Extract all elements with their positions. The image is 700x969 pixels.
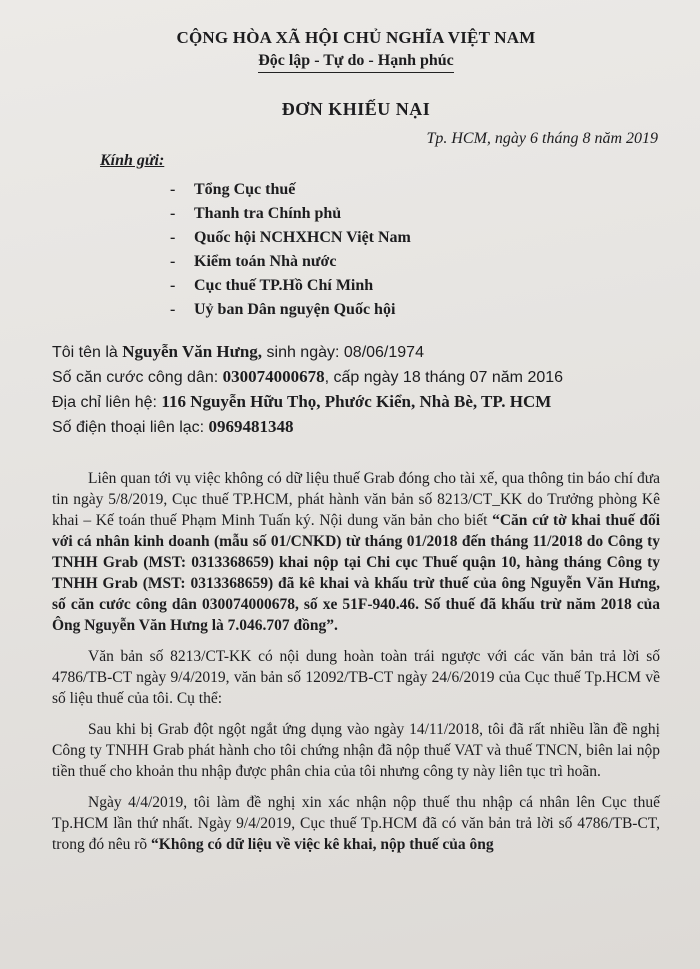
recipient-item: - Kiểm toán Nhà nước (170, 253, 337, 270)
letter-body (52, 468, 660, 855)
place-date: Tp. HCM, ngày 6 tháng 8 năm 2019 (426, 130, 658, 147)
full-name: Nguyễn Văn Hưng, (122, 342, 263, 361)
national-header (52, 28, 660, 73)
id-line: Số căn cước công dân: 030074000678, cấp ngày 18 tháng 07 năm 2016 (52, 367, 564, 386)
salutation: Kính gửi: (100, 152, 165, 169)
quoted-statement: “Căn cứ tờ khai thuế đối với cá nhân kinh doanh (mẫu số 01/CNKD) từ tháng 01/2018 đến tháng 11/2018 do Công ty TNHH Grab (MST: 0313368659) khai nộp tại Chi cục Thuế quận 10, hàng tháng Công ty TNHH Grab (MST: 0313368659) đã kê khai và khấu trừ thuế của ông Nguyễn Văn Hưng, số căn cước công dân 030074000678, số xe 51F-940.46. Số thuế đã khấu trừ năm 2018 của Ông Nguyễn Văn Hưng là 7.046.707 đồng”. (52, 512, 660, 634)
name-line: Tôi tên là Nguyễn Văn Hưng, sinh ngày: 08/06/1974 (52, 342, 424, 361)
address-line: Địa chỉ liên hệ: 116 Nguyễn Hữu Thọ, Phước Kiển, Nhà Bè, TP. HCM (52, 392, 552, 411)
recipient-item: - Tổng Cục thuế (170, 181, 296, 198)
national-motto: Độc lập - Tự do - Hạnh phúc (258, 52, 454, 73)
recipient-item: - Cục thuế TP.Hồ Chí Minh (170, 277, 374, 294)
recipient-list (170, 178, 660, 322)
paragraph-1: Liên quan tới vụ việc không có dữ liệu thuế Grab đóng cho tài xế, qua thông tin báo chí đưa tin ngày 5/8/2019, Cục thuế TP.HCM, phát hành văn bản số 8213/CT_KK do Trưởng phòng Kê khai – Kế toán thuế Phạm Minh Tuấn ký. Nội dung văn bản cho biết “Căn cứ tờ khai thuế đối với cá nhân kinh doanh (mẫu số 01/CNKD) từ tháng 01/2018 đến tháng 11/2018 do Công ty TNHH Grab (MST: 0313368659) khai nộp tại Chi cục Thuế quận 10, hàng tháng Công ty TNHH Grab (MST: 0313368659) đã kê khai và khấu trừ thuế của ông Nguyễn Văn Hưng, số căn cước công dân 030074000678, số xe 51F-940.46. Số thuế đã khấu trừ năm 2018 của Ông Nguyễn Văn Hưng là 7.046.707 đồng”. (52, 470, 660, 634)
recipient-item: - Thanh tra Chính phủ (170, 205, 342, 222)
address: 116 Nguyễn Hữu Thọ, Phước Kiển, Nhà Bè, TP. HCM (161, 392, 552, 411)
personal-info (52, 340, 660, 440)
phone-number: 0969481348 (208, 417, 294, 436)
recipient-item: - Uỷ ban Dân nguyện Quốc hội (170, 301, 396, 318)
id-number: 030074000678 (222, 367, 325, 386)
phone-line: Số điện thoại liên lạc: 0969481348 (52, 417, 294, 436)
recipient-item: - Quốc hội NCHXHCN Việt Nam (170, 229, 411, 246)
paragraph-3: Sau khi bị Grab đột ngột ngắt ứng dụng vào ngày 14/11/2018, tôi đã rất nhiều lần đề nghị Công ty TNHH Grab phát hành cho tôi chứng nhận đã nộp thuế VAT và thuế TNCN, biên lai nộp tiền thuế cho khoản thu nhập được phân chia của tôi nhưng công ty này liên tục trì hoãn. (52, 721, 660, 780)
paragraph-4: Ngày 4/4/2019, tôi làm đề nghị xin xác nhận nộp thuế thu nhập cá nhân lên Cục thuế Tp.HCM lần thứ nhất. Ngày 9/4/2019, Cục thuế Tp.HCM đã có văn bản trả lời số 4786/TB-CT, trong đó nêu rõ “Không có dữ liệu về việc kê khai, nộp thuế của ông (52, 794, 660, 853)
document-title: ĐƠN KHIẾU NẠI (281, 99, 431, 119)
nation-title: CỘNG HÒA XÃ HỘI CHỦ NGHĨA VIỆT NAM (176, 28, 536, 47)
paragraph-2: Văn bản số 8213/CT-KK có nội dung hoàn toàn trái ngược với các văn bản trả lời số 4786/TB-CT ngày 9/4/2019, văn bản số 12092/TB-CT ngày 24/6/2019 của Cục thuế Tp.HCM về số liệu thuế của tôi. Cụ thể: (52, 648, 660, 707)
